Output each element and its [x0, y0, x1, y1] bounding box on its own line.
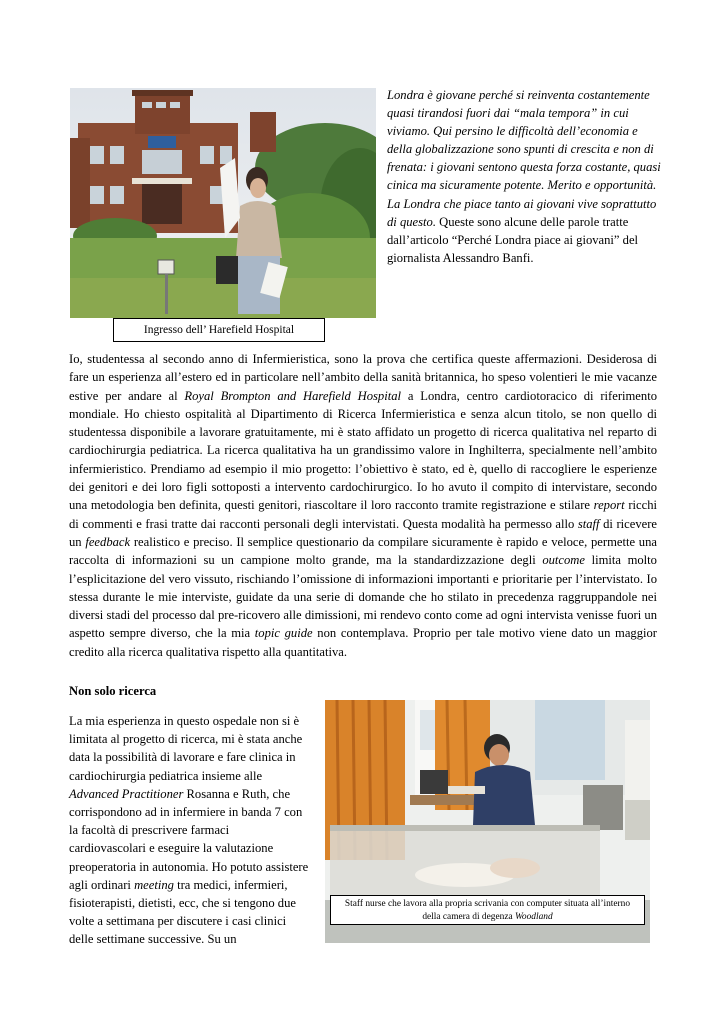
- photo2-caption-line2-prefix: della camera di degenza: [422, 912, 515, 922]
- photo2-caption-line1: Staff nurse che lavora alla propria scrivania con computer situata all’interno: [344, 899, 631, 909]
- intro-quote: [387, 86, 665, 267]
- main-text-3: ricchi di commenti e frasi tratte dai racconti personali degli intervistati. Questa modalità ha permesso allo: [69, 498, 657, 531]
- main-text-6: limita molto l’esplicitazione del vero vissuto, rischiando l’omissione di informazioni importanti e prioritarie per l’intervistato. Io stessa durante le mie interviste, guidate da una serie di domande che ho stilato in precedenza raggruppandole nei diversi stadi del processo dal pre-ricovero alle dimissioni, mi rendevo conto come ad ogni intervista venisse fuori un aspetto sempre diverso, che la mia: [69, 553, 657, 641]
- term-meeting: meeting: [134, 877, 174, 892]
- photo2-caption-line2: [331, 911, 644, 924]
- photo2-caption-room-name: Woodland: [514, 912, 553, 922]
- quote-italic: Londra è giovane perché si reinventa costantemente quasi tirandosi fuori dai “mala tempora” in cui viviamo. Qui persino le difficoltà dell’economia e della globalizzazione sono spunti di crescita e non di frenata: i giovani sentono questa forza costante, quasi cinica ma sicuramente potente. Merito e opportunità. La Londra che piace tanto ai giovani vive soprattutto di questo.: [387, 88, 661, 229]
- section-text-2: Rosanna e Ruth, che corrispondono ad in infermiere in banda 7 con la facoltà di prescrivere farmaci cardiovascolari e eseguire la valutazione preoperatoria in autonomia. Ho potuto assistere agli ordinari: [69, 786, 309, 892]
- photo1-caption: Ingresso dell’ Harefield Hospital: [113, 318, 325, 342]
- main-text-4: di ricevere un: [69, 516, 657, 549]
- hospital-name: Royal Brompton and Harefield Hospital: [184, 388, 402, 403]
- term-outcome: outcome: [542, 553, 585, 568]
- section-paragraph: [69, 712, 309, 949]
- section-heading: Non solo ricerca: [69, 684, 157, 698]
- term-feedback: feedback: [85, 534, 131, 549]
- term-advanced-practitioner: Advanced Practitioner: [69, 786, 184, 801]
- main-text-1: Io, studentessa al secondo anno di Infermieristica, sono la prova che certifica queste affermazioni. Desiderosa di fare un esperienza all’estero ed in particolare nell’ambito della sanità britannica, ho speso volentieri le mie vacanze estive per andare al: [69, 352, 657, 403]
- term-topic-guide: topic guide: [254, 626, 313, 641]
- term-report: report: [593, 498, 625, 513]
- main-text-7: non contemplava. Proprio per tale motivo viene dato un maggior credito alla ricerca qualitativa rispetto alla quantitativa.: [69, 626, 658, 659]
- hospital-entrance-photo: [70, 88, 376, 318]
- section-text-3: tra medici, infermieri, fisioterapisti, dietisti, ecc, che si tengono due volte a settimana per discutere i casi clinici delle settimane successive. Su un: [69, 877, 296, 947]
- term-staff: staff: [577, 516, 600, 531]
- main-text-2: a Londra, centro cardiotoracico di riferimento mondiale. Ho chiesto ospitalità al Dipartimento di Ricerca Infermieristica e senza alcun titolo, se non quello di studentessa disponibile a lavorare gratuitamente, mi è stato affidato un progetto di ricerca qualitativa nel reparto di cardiochirurgia pediatrica. La ricerca qualitativa ha un grandissimo valore in Inghilterra, specialmente nell’ambito infermieristico. Prendiamo ad esempio il mio progetto: l’obiettivo è stato, ed è, quello di raccogliere le esperienze dei genitori e dei loro figli sottoposti a intervento cardochirurgico. Io ho avuto il compito di intervistare, secondo una metodologia ben definita, questi genitori, riascoltare il loro racconto tramite registrazione e stilare: [69, 388, 657, 513]
- photo2-caption: [330, 895, 645, 925]
- main-text-5: realistico e preciso. Il semplice questionario da compilare sicuramente è rapido e veloce, permette una raccolta di informazioni su un campione molto grande, ma la standardizzazione degli: [69, 534, 657, 568]
- section-text-1: La mia esperienza in questo ospedale non si è limitata al progetto di ricerca, mi è stata anche data la possibilità di lavorare e fare clinica in cardiochirurgia pediatrica insieme alle: [69, 714, 303, 783]
- main-paragraph: [69, 350, 657, 661]
- quote-attribution: Queste sono alcune delle parole tratte dall’articolo “Perché Londra piace ai giovani” del giornalista Alessandro Banfi.: [387, 214, 639, 265]
